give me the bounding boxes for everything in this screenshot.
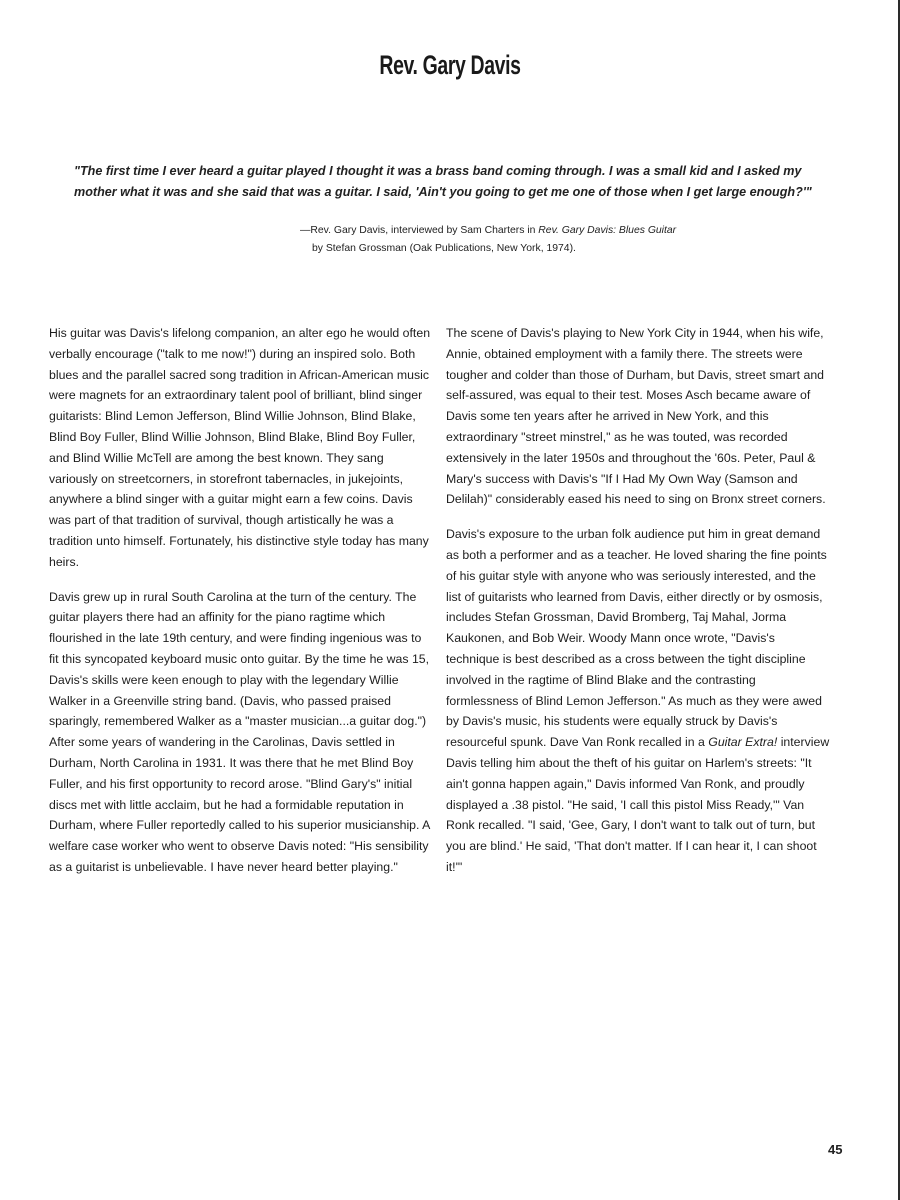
body-paragraph: His guitar was Davis's lifelong companion, an alter ego he would often verbally encourage ("talk to me now!") during an inspired solo. Both blues and the parallel sacred song tradition in African-American music were magnets for an extraordinary talent pool of brilliant, blind singer guitarists: Blind Lemon Jefferson, Blind Willie Johnson, Blind Blake, Blind Boy Fuller, Blind Willie Johnson, Blind Blake, Blind Boy Fuller, and Blind Willie McTell are among the best known. They sang variously on streetcorners, in storefront tabernacles, in jukejoints, anywhere a blind singer with a guitar might earn a few coins. Davis was part of that tradition of survival, though artistically he was a tradition unto himself. Fortunately, his distinctive style today has many heirs. (49, 326, 431, 569)
magazine-title: Guitar Extra! (708, 735, 778, 750)
body-paragraph: Davis grew up in rural South Carolina at the turn of the century. The guitar players there had an affinity for the piano ragtime which flourished in the late 19th century, and were finding ingenious was to fit this syncopated keyboard music onto guitar. By the time he was 15, Davis's skills were keen enough to play with the legendary Willie Walker in a Greenville string band. (Davis, who passed praised sparingly, remembered Walker as a "master musician...a guitar dog.") After some years of wandering in the Carolinas, Davis settled in Durham, North Carolina in 1931. It was there that he met Blind Boy Fuller, and his first opportunity to record arose. "Blind Gary's" initial discs met with little acclaim, but he had a formidable reputation in Durham, where Fuller reportedly called to his superior musicianship. A welfare case worker who went to observe Davis noted: "His sensibility as a guitarist is unbelievable. I have never heard better playing." (49, 589, 430, 874)
attribution-book-title: Rev. Gary Davis: Blues Guitar (538, 225, 677, 236)
attribution-line-1 (300, 222, 820, 240)
epigraph-attribution (300, 222, 820, 258)
left-column (49, 323, 434, 892)
attribution-suffix: by Stefan Grossman (Oak Publications, New York, 1974). (312, 243, 576, 254)
right-column (446, 323, 831, 892)
epigraph-quote: "The first time I ever heard a guitar played I thought it was a brass band coming through. I was a small kid and I asked my mother what it was and she said that was a guitar. I said, 'Ain't you going to get me one of those when I get large enough?'" (74, 164, 812, 199)
paragraph-text-start: Davis's exposure to the urban folk audience put him in great demand as both a performer and as a teacher. He loved sharing the fine points of his guitar style with anyone who was seriously interested, and the list of guitarists who learned from Davis, either directly or by osmosis, includes Stefan Grossman, David Bromberg, Taj Mahal, Jorma Kaukonen, and Bob Weir. Woody Mann once wrote, "Davis's technique is best described as a cross between the tight discipline involved in the ragtime of Blind Blake and the contrasting formlessness of Blind Lemon Jefferson." As much as they were awed by Davis's music, his students were equally struck by Davis's resourceful spunk. Dave Van Ronk recalled in a (446, 527, 827, 750)
page-title: Rev. Gary Davis (379, 50, 521, 80)
attribution-prefix: —Rev. Gary Davis, interviewed by Sam Charters in (300, 225, 539, 236)
page-number: 45 (828, 1142, 843, 1157)
body-paragraph (446, 524, 831, 878)
paragraph-text-end: interview Davis telling him about the theft of his guitar on Harlem's streets: "It ain't gonna happen again," Davis informed Van Ronk, and proudly displayed a .38 pistol. "He said, 'I call this pistol Miss Ready,'" Van Ronk recalled. "I said, 'Gee, Gary, I don't want to talk out of turn, but you are blind.' He said, 'That don't matter. If I can hear it, I can shoot it!'" (446, 735, 830, 874)
body-paragraph: The scene of Davis's playing to New York City in 1944, when his wife, Annie, obtained employment with a family there. The streets were tougher and colder than those of Durham, but Davis, street smart and self-assured, was equal to their test. Moses Asch became aware of Davis some ten years after he arrived in New York, and this extraordinary "street minstrel," as he was touted, was recorded extensively in the later 1950s and throughout the '60s. Peter, Paul & Mary's success with Davis's "If I Had My Own Way (Samson and Delilah)" considerably eased his need to sing on Bronx street corners. (446, 326, 826, 507)
